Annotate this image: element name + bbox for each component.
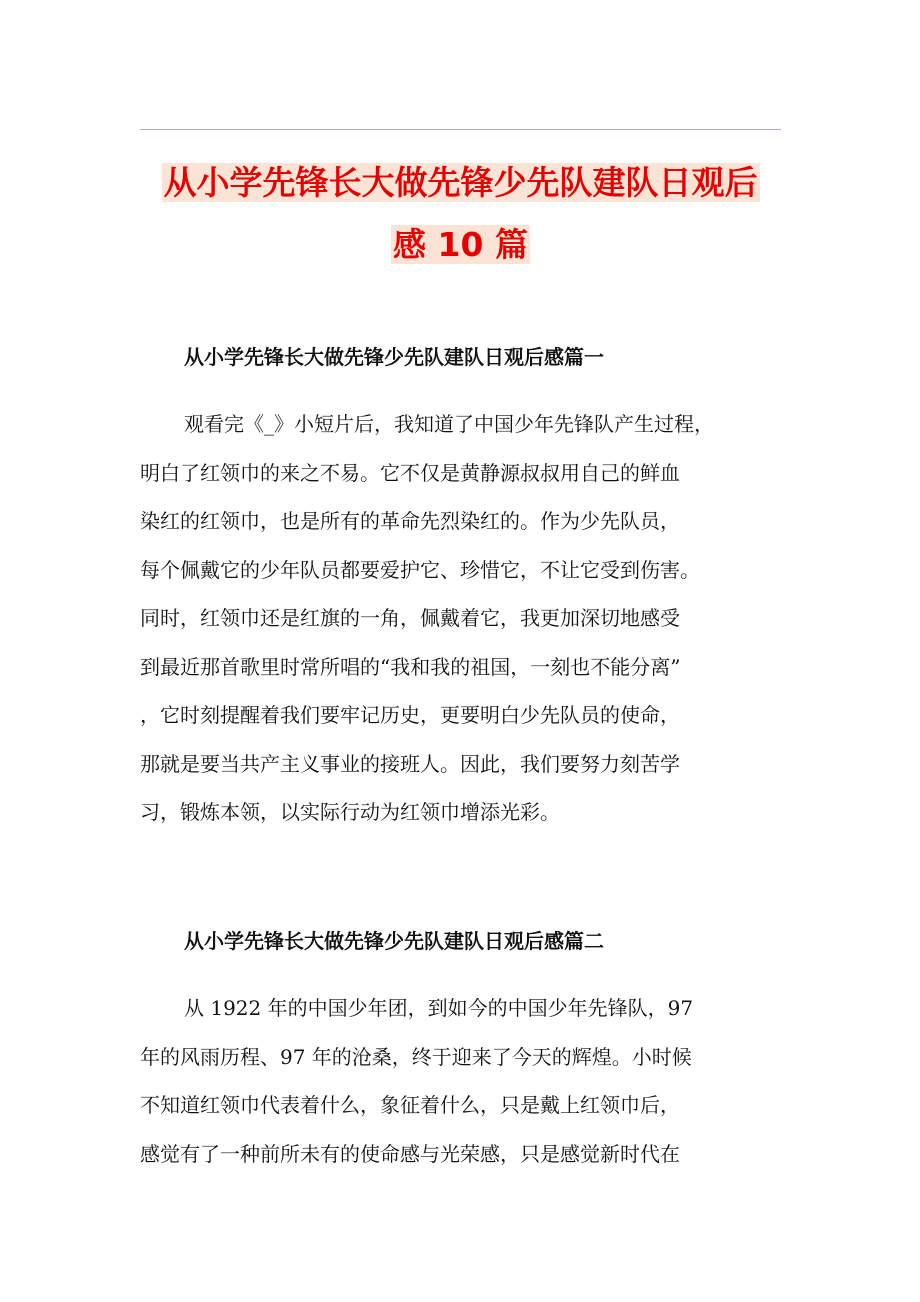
paragraph-line: 同时，红领巾还是红旗的一角，佩戴着它，我更加深切地感受 [140,606,680,630]
paragraph-line: 从 1922 年的中国少年团，到如今的中国少年先锋队，97 [184,996,694,1020]
section-body-2 [140,984,800,1178]
document-title [140,152,781,276]
paragraph-line: 感觉有了一种前所未有的使命感与光荣感，只是感觉新时代在 [140,1141,680,1166]
paragraph-line: 观看完《_》小短片后，我知道了中国少年先锋队产生过程， [184,412,714,436]
paragraph-line: 每个佩戴它的少年队员都要爱护它、珍惜它，不让它受到伤害。 [140,557,700,582]
paragraph-line: 染红的红领巾，也是所有的革命先烈染红的。作为少先队员， [140,509,680,533]
section-heading-2: 从小学先锋长大做先锋少先队建队日观后感篇二 [184,929,604,953]
section-heading-1: 从小学先锋长大做先锋少先队建队日观后感篇一 [184,345,604,369]
paragraph-line: 年的风雨历程、97 年的沧桑，终于迎来了今天的辉煌。小时候 [140,1044,692,1069]
paragraph-line: 到最近那首歌里时常所唱的“我和我的祖国，一刻也不能分离” [140,654,681,679]
section-body-1 [140,400,800,837]
paragraph-line: 不知道红领巾代表着什么，象征着什么，只是戴上红领巾后， [140,1093,680,1117]
paragraph-line: ，它时刻提醒着我们要牢记历史，更要明白少先队员的使命， [140,703,680,727]
paragraph-line: 明白了红领巾的来之不易。它不仅是黄静源叔叔用自己的鲜血 [140,460,680,485]
paragraph-line: 习，锻炼本领，以实际行动为红领巾增添光彩。 [140,800,560,824]
header-rule [140,129,781,130]
document-title-line-1: 从小学先锋长大做先锋少先队建队日观后 [163,163,758,202]
paragraph-line: 那就是要当共产主义事业的接班人。因此，我们要努力刻苦学 [140,751,680,776]
document-title-line-2: 感 10 篇 [393,225,528,264]
